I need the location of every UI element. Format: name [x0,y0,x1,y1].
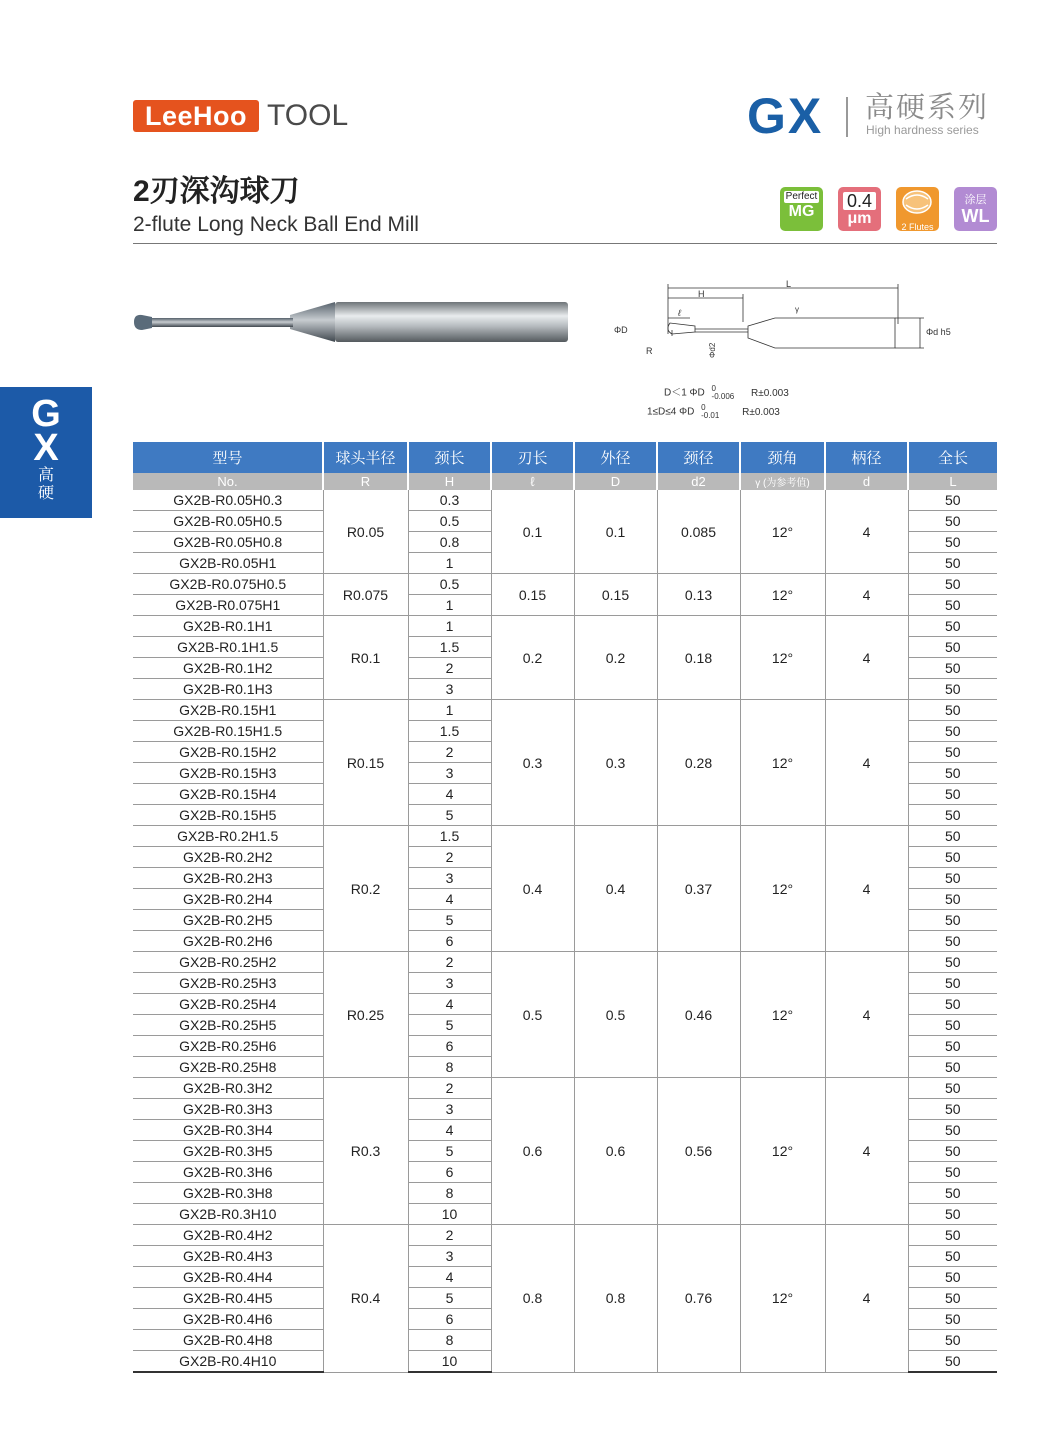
cell-overall-length: 50 [908,1246,997,1267]
cell-neck-length: 2 [408,952,491,973]
cell-model-no: GX2B-R0.15H5 [133,805,323,826]
table-subheader-row [133,473,997,490]
cell-neck-length: 0.3 [408,490,491,511]
cell-model-no: GX2B-R0.05H0.5 [133,511,323,532]
cell-neck-angle: 12° [740,700,825,826]
series-code: GX [747,88,824,144]
col-subheader: H [408,473,491,490]
badge-flutes-label: 2 Flutes [901,222,934,231]
cell-model-no: GX2B-R0.15H1.5 [133,721,323,742]
cell-model-no: GX2B-R0.2H2 [133,847,323,868]
tolerance-radius: R±0.003 [742,406,780,418]
side-tab-g: G [31,393,61,435]
spec-table [133,442,997,1373]
cell-model-no: GX2B-R0.2H6 [133,931,323,952]
col-subheader: d2 [657,473,740,490]
cell-model-no: GX2B-R0.4H3 [133,1246,323,1267]
series-name-en: High hardness series [866,123,979,137]
cell-overall-length: 50 [908,721,997,742]
tolerance-range [712,385,735,401]
cell-neck-length: 1 [408,616,491,637]
col-header: 球头半径 [323,442,408,473]
cell-outer-diameter: 0.2 [574,616,657,700]
cell-neck-length: 3 [408,1246,491,1267]
tolerance-row-2 [647,404,867,420]
cell-neck-length: 3 [408,1099,491,1120]
col-header: 型号 [133,442,323,473]
product-image [130,295,575,350]
series-divider [846,97,848,137]
cell-neck-diameter: 0.56 [657,1078,740,1225]
cell-neck-length: 4 [408,1267,491,1288]
table-row [133,952,997,973]
cell-neck-length: 1 [408,595,491,616]
cell-model-no: GX2B-R0.2H4 [133,889,323,910]
cell-overall-length: 50 [908,1288,997,1309]
badge-coating-main: WL [961,206,990,226]
cell-neck-length: 5 [408,910,491,931]
cell-neck-length: 6 [408,1036,491,1057]
cell-overall-length: 50 [908,574,997,595]
cell-overall-length: 50 [908,553,997,574]
table-row [133,1225,997,1246]
dim-phiD: ΦD [614,325,628,335]
brand-logo: LeeHoo [133,100,259,132]
series-name-cn: 高硬系列 [865,92,990,124]
cell-model-no: GX2B-R0.2H1.5 [133,826,323,847]
tolerance-lower: -0.01 [701,411,720,420]
cell-overall-length: 50 [908,805,997,826]
dimension-drawing [610,278,960,360]
cell-ball-radius: R0.05 [323,490,408,574]
cell-neck-angle: 12° [740,952,825,1078]
cell-outer-diameter: 0.15 [574,574,657,616]
cell-shank-diameter: 4 [825,1078,908,1225]
cell-neck-diameter: 0.13 [657,574,740,616]
badge-mg-top: Perfect [785,191,818,202]
title-divider [133,243,997,244]
cell-flute-length: 0.2 [491,616,574,700]
cell-neck-length: 1.5 [408,721,491,742]
cell-shank-diameter: 4 [825,700,908,826]
cell-neck-length: 2 [408,742,491,763]
cell-flute-length: 0.1 [491,490,574,574]
cell-overall-length: 50 [908,1204,997,1225]
cell-neck-length: 0.5 [408,574,491,595]
cell-neck-diameter: 0.37 [657,826,740,952]
cell-overall-length: 50 [908,931,997,952]
badge-coating-top: 涂层 [964,194,987,206]
cell-model-no: GX2B-R0.4H6 [133,1309,323,1330]
cell-ball-radius: R0.15 [323,700,408,826]
badge-precision [838,187,881,231]
cell-neck-length: 3 [408,973,491,994]
cell-neck-length: 4 [408,994,491,1015]
cell-neck-length: 6 [408,1162,491,1183]
cell-flute-length: 0.4 [491,826,574,952]
cell-overall-length: 50 [908,1267,997,1288]
cell-overall-length: 50 [908,1120,997,1141]
cell-neck-length: 2 [408,1078,491,1099]
tolerance-upper: 0 [711,384,716,393]
cell-neck-length: 3 [408,763,491,784]
col-header: 外径 [574,442,657,473]
cell-outer-diameter: 0.1 [574,490,657,574]
cell-neck-length: 1.5 [408,826,491,847]
cell-neck-length: 3 [408,868,491,889]
cell-model-no: GX2B-R0.4H5 [133,1288,323,1309]
cell-model-no: GX2B-R0.25H4 [133,994,323,1015]
col-subheader: No. [133,473,323,490]
cell-overall-length: 50 [908,847,997,868]
tolerance-range [701,404,719,420]
cell-neck-diameter: 0.46 [657,952,740,1078]
page-title-cn: 2刃深沟球刀 [133,175,300,208]
cell-model-no: GX2B-R0.075H1 [133,595,323,616]
cell-neck-length: 8 [408,1183,491,1204]
cell-neck-length: 1 [408,700,491,721]
cell-neck-length: 6 [408,1309,491,1330]
tolerance-radius: R±0.003 [751,387,789,399]
cell-neck-diameter: 0.18 [657,616,740,700]
side-tab-cn: 高 硬 [37,467,54,502]
cell-overall-length: 50 [908,1141,997,1162]
cell-neck-length: 2 [408,1225,491,1246]
col-header: 柄径 [825,442,908,473]
cell-model-no: GX2B-R0.25H6 [133,1036,323,1057]
cell-neck-length: 5 [408,1141,491,1162]
cell-overall-length: 50 [908,910,997,931]
cell-model-no: GX2B-R0.2H5 [133,910,323,931]
col-header: 颈径 [657,442,740,473]
cell-outer-diameter: 0.5 [574,952,657,1078]
cell-overall-length: 50 [908,952,997,973]
cell-model-no: GX2B-R0.25H8 [133,1057,323,1078]
cell-model-no: GX2B-R0.05H1 [133,553,323,574]
col-subheader: ℓ [491,473,574,490]
cell-model-no: GX2B-R0.1H3 [133,679,323,700]
cell-overall-length: 50 [908,826,997,847]
dim-H: H [698,289,705,299]
cell-neck-length: 6 [408,931,491,952]
cell-neck-length: 5 [408,1015,491,1036]
table-row [133,1078,997,1099]
cell-model-no: GX2B-R0.3H4 [133,1120,323,1141]
cell-outer-diameter: 0.8 [574,1225,657,1373]
cell-neck-angle: 12° [740,1225,825,1373]
cell-model-no: GX2B-R0.4H4 [133,1267,323,1288]
table-row [133,574,997,595]
cell-neck-length: 5 [408,805,491,826]
cell-model-no: GX2B-R0.3H6 [133,1162,323,1183]
cell-neck-diameter: 0.28 [657,700,740,826]
cell-model-no: GX2B-R0.3H10 [133,1204,323,1225]
col-header: 刃长 [491,442,574,473]
cell-neck-length: 1 [408,553,491,574]
cell-overall-length: 50 [908,1057,997,1078]
cell-neck-length: 5 [408,1288,491,1309]
cell-overall-length: 50 [908,994,997,1015]
cell-neck-length: 8 [408,1330,491,1351]
brand-suffix: TOOL [267,99,349,132]
cell-shank-diameter: 4 [825,616,908,700]
cell-overall-length: 50 [908,637,997,658]
cell-model-no: GX2B-R0.4H8 [133,1330,323,1351]
cell-overall-length: 50 [908,973,997,994]
col-subheader: D [574,473,657,490]
cell-outer-diameter: 0.4 [574,826,657,952]
cell-neck-length: 0.8 [408,532,491,553]
badge-mg-main: MG [788,203,815,220]
cell-neck-length: 2 [408,847,491,868]
dim-d2: Φd2 [708,342,717,358]
cell-overall-length: 50 [908,1162,997,1183]
cell-overall-length: 50 [908,511,997,532]
col-header: 全长 [908,442,997,473]
badge-mg [780,187,823,231]
cell-ball-radius: R0.4 [323,1225,408,1373]
cell-overall-length: 50 [908,742,997,763]
cell-neck-length: 1.5 [408,637,491,658]
cell-overall-length: 50 [908,595,997,616]
cell-flute-length: 0.3 [491,700,574,826]
cell-ball-radius: R0.1 [323,616,408,700]
badge-precision-top: 0.4 [843,192,876,210]
cell-overall-length: 50 [908,868,997,889]
col-subheader: L [908,473,997,490]
cell-outer-diameter: 0.6 [574,1078,657,1225]
cell-shank-diameter: 4 [825,952,908,1078]
cell-neck-length: 2 [408,658,491,679]
cell-model-no: GX2B-R0.15H4 [133,784,323,805]
table-row [133,616,997,637]
table-row [133,826,997,847]
tolerance-cond: 1≤D≤4 ΦD [647,406,695,418]
cell-ball-radius: R0.075 [323,574,408,616]
cell-ball-radius: R0.3 [323,1078,408,1225]
cell-overall-length: 50 [908,1015,997,1036]
cell-model-no: GX2B-R0.3H5 [133,1141,323,1162]
cell-neck-length: 10 [408,1204,491,1225]
cell-overall-length: 50 [908,616,997,637]
tolerance-lower: -0.006 [711,392,735,401]
cell-overall-length: 50 [908,1309,997,1330]
cell-overall-length: 50 [908,1225,997,1246]
cell-overall-length: 50 [908,1036,997,1057]
side-tab-x: X [33,427,59,469]
cell-flute-length: 0.8 [491,1225,574,1373]
cell-overall-length: 50 [908,1330,997,1351]
dim-l: ℓ [678,308,681,318]
tolerance-upper: 0 [701,403,706,412]
cell-model-no: GX2B-R0.15H2 [133,742,323,763]
col-subheader: R [323,473,408,490]
table-row [133,700,997,721]
cell-ball-radius: R0.25 [323,952,408,1078]
cell-overall-length: 50 [908,658,997,679]
cell-model-no: GX2B-R0.25H2 [133,952,323,973]
col-header: 颈角 [740,442,825,473]
cell-neck-angle: 12° [740,616,825,700]
cell-neck-length: 0.5 [408,511,491,532]
cell-neck-length: 3 [408,679,491,700]
dim-dh5: Φd h5 [926,327,951,337]
col-header: 颈长 [408,442,491,473]
cell-neck-length: 10 [408,1351,491,1373]
cell-overall-length: 50 [908,1183,997,1204]
cell-overall-length: 50 [908,700,997,721]
cell-model-no: GX2B-R0.1H1.5 [133,637,323,658]
cell-overall-length: 50 [908,889,997,910]
cell-overall-length: 50 [908,784,997,805]
cell-model-no: GX2B-R0.3H2 [133,1078,323,1099]
cell-neck-diameter: 0.085 [657,490,740,574]
cell-neck-angle: 12° [740,574,825,616]
cell-model-no: GX2B-R0.1H1 [133,616,323,637]
cell-shank-diameter: 4 [825,1225,908,1373]
series-side-tab [0,387,92,518]
cell-model-no: GX2B-R0.15H3 [133,763,323,784]
badge-coating [954,187,997,231]
cell-neck-angle: 12° [740,826,825,952]
cell-ball-radius: R0.2 [323,826,408,952]
page-title-en: 2-flute Long Neck Ball End Mill [133,213,419,236]
cell-model-no: GX2B-R0.25H3 [133,973,323,994]
cell-overall-length: 50 [908,1099,997,1120]
cell-neck-angle: 12° [740,1078,825,1225]
badge-flutes [896,187,939,231]
table-header-row [133,442,997,473]
cell-neck-angle: 12° [740,490,825,574]
cell-model-no: GX2B-R0.15H1 [133,700,323,721]
cell-model-no: GX2B-R0.25H5 [133,1015,323,1036]
cell-flute-length: 0.6 [491,1078,574,1225]
flute-icon [896,187,939,217]
col-subheader: d [825,473,908,490]
tolerance-cond: D＜1 ΦD [664,387,705,399]
cell-shank-diameter: 4 [825,826,908,952]
cell-overall-length: 50 [908,532,997,553]
col-subheader: γ (为参考值) [740,473,825,490]
cell-model-no: GX2B-R0.2H3 [133,868,323,889]
cell-overall-length: 50 [908,490,997,511]
cell-overall-length: 50 [908,1078,997,1099]
cell-shank-diameter: 4 [825,490,908,574]
cell-neck-length: 4 [408,784,491,805]
cell-neck-length: 4 [408,889,491,910]
cell-model-no: GX2B-R0.1H2 [133,658,323,679]
cell-overall-length: 50 [908,763,997,784]
cell-model-no: GX2B-R0.4H2 [133,1225,323,1246]
cell-model-no: GX2B-R0.3H3 [133,1099,323,1120]
cell-flute-length: 0.5 [491,952,574,1078]
tolerance-row-1 [664,385,864,401]
table-row [133,490,997,511]
cell-model-no: GX2B-R0.4H10 [133,1351,323,1373]
cell-shank-diameter: 4 [825,574,908,616]
cell-outer-diameter: 0.3 [574,700,657,826]
cell-model-no: GX2B-R0.05H0.3 [133,490,323,511]
dim-R: R [646,346,653,356]
dim-gamma: γ [795,305,799,314]
cell-neck-diameter: 0.76 [657,1225,740,1373]
cell-model-no: GX2B-R0.075H0.5 [133,574,323,595]
cell-model-no: GX2B-R0.05H0.8 [133,532,323,553]
cell-model-no: GX2B-R0.3H8 [133,1183,323,1204]
dim-L: L [786,279,792,289]
badge-precision-main: μm [847,210,872,227]
cell-neck-length: 8 [408,1057,491,1078]
cell-overall-length: 50 [908,679,997,700]
cell-overall-length: 50 [908,1351,997,1373]
cell-flute-length: 0.15 [491,574,574,616]
cell-neck-length: 4 [408,1120,491,1141]
